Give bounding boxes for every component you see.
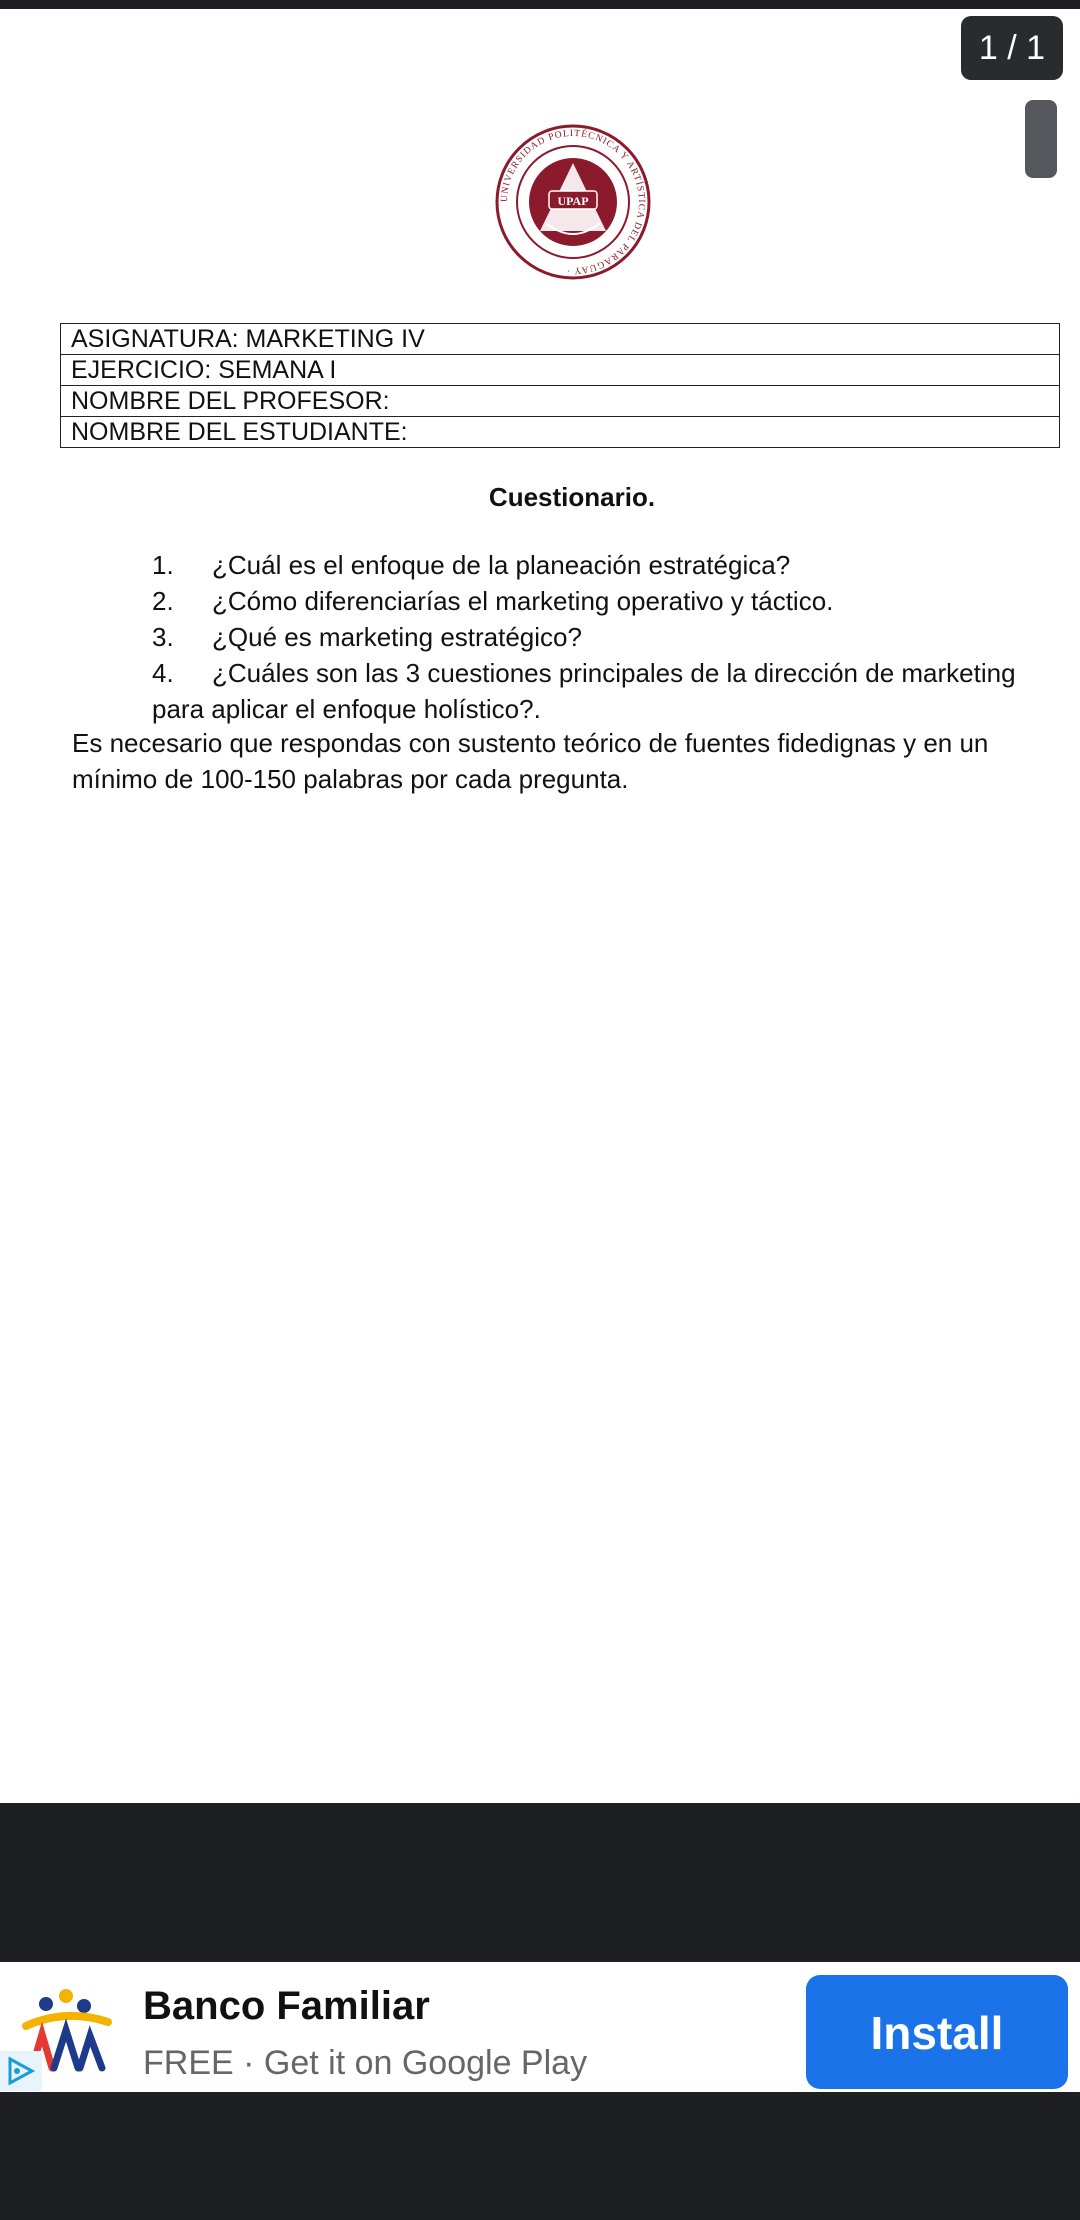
- question-number: 4.: [152, 658, 174, 688]
- svg-text:UNIVERSIDAD POLITÉCNICA Y ARTÍ: UNIVERSIDAD POLITÉCNICA Y ARTÍSTICA DEL PARAGUAY ·: [499, 128, 647, 276]
- question-item: [152, 583, 1052, 619]
- ad-subtitle: FREE · Get it on Google Play: [143, 2044, 588, 2082]
- question-text: ¿Qué es marketing estratégico?: [212, 622, 582, 652]
- university-seal-logo: [494, 123, 652, 281]
- question-item: [152, 655, 1052, 727]
- course-info-table: [60, 323, 1060, 448]
- instructions-note: Es necesario que respondas con sustento teórico de fuentes fidedignas y en un mínimo de 100-150 palabras por cada pregunta.: [72, 728, 989, 794]
- info-row-professor: NOMBRE DEL PROFESOR:: [61, 386, 1060, 417]
- top-status-strip: [0, 0, 1080, 9]
- install-button[interactable]: Install: [806, 1975, 1068, 2089]
- info-row-student: NOMBRE DEL ESTUDIANTE:: [61, 417, 1060, 448]
- question-item: [152, 619, 1052, 655]
- question-text-continuation: para aplicar el enfoque holístico?.: [152, 694, 541, 724]
- ad-banner[interactable]: [0, 1962, 1080, 2092]
- pdf-page[interactable]: [0, 9, 1080, 1803]
- question-item: [152, 547, 1052, 583]
- question-text: ¿Cuáles son las 3 cuestiones principales de la dirección de marketing: [212, 658, 1016, 688]
- svg-text:UPAP: UPAP: [557, 194, 589, 208]
- questionnaire-title: Cuestionario.: [488, 482, 656, 512]
- scrollbar-thumb[interactable]: [1025, 100, 1057, 178]
- question-number: 1.: [152, 550, 174, 580]
- question-text: ¿Cómo diferenciarías el marketing operativo y táctico.: [212, 586, 834, 616]
- ad-choices-icon[interactable]: [0, 2051, 42, 2091]
- question-number: 2.: [152, 586, 174, 616]
- ad-title: Banco Familiar: [143, 1984, 430, 2028]
- question-number: 3.: [152, 622, 174, 652]
- info-row-subject: ASIGNATURA: MARKETING IV: [61, 324, 1060, 355]
- question-text: ¿Cuál es el enfoque de la planeación estratégica?: [212, 550, 791, 580]
- page-counter: 1 / 1: [961, 16, 1063, 80]
- bottom-bar: [0, 2092, 1080, 2220]
- viewer-background: [0, 1803, 1080, 1963]
- question-list: [152, 547, 1052, 727]
- info-row-exercise: EJERCICIO: SEMANA I: [61, 355, 1060, 386]
